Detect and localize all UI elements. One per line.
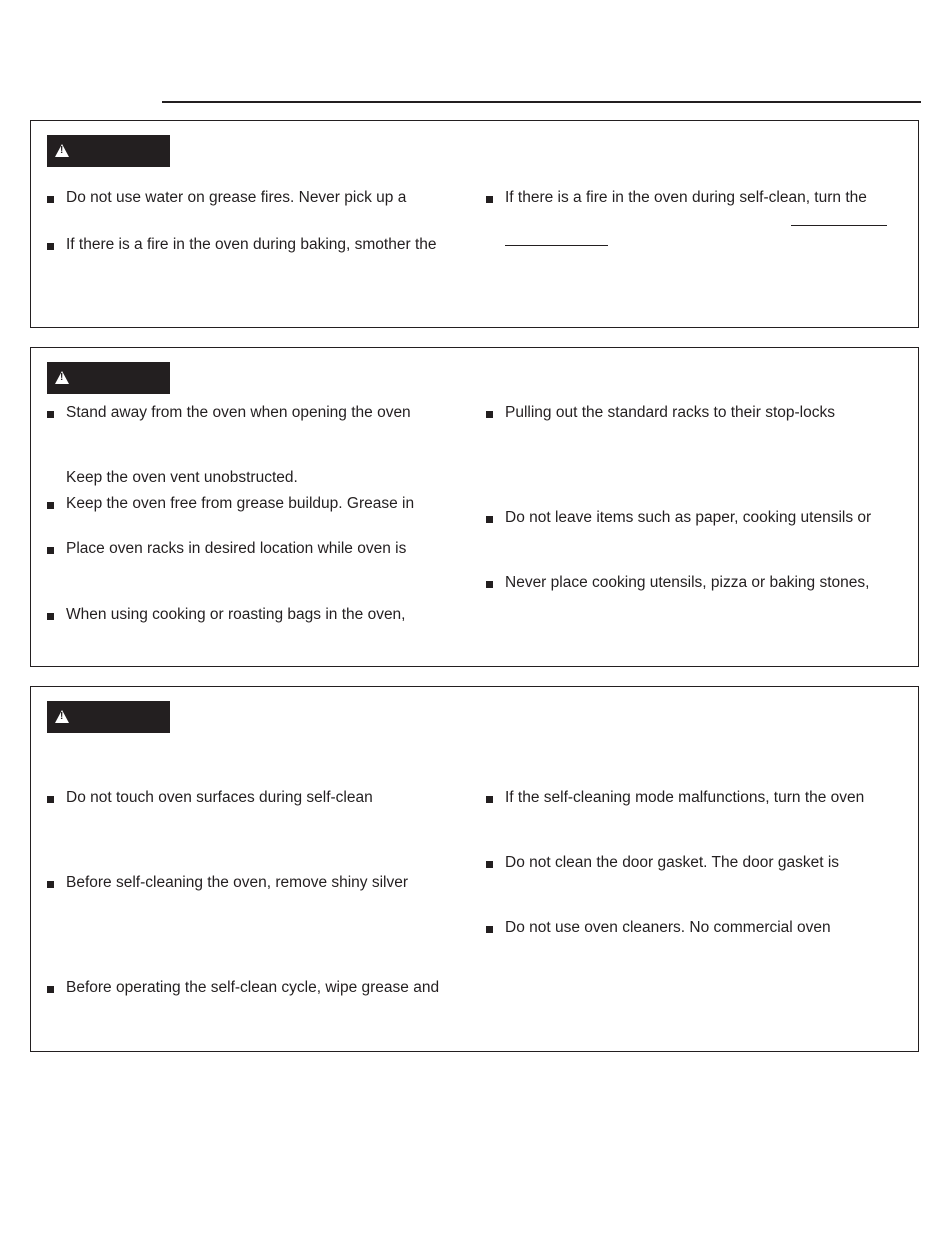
header-rule: [162, 101, 921, 103]
warning-item: Before operating the self-clean cycle, wipe grease and: [66, 979, 440, 996]
warning-item: Never place cooking utensils, pizza or baking stones,: [505, 574, 870, 591]
bullet-icon: [47, 796, 54, 803]
bullet-icon: [486, 196, 493, 203]
warning-triangle-icon: [55, 710, 69, 723]
bullet-icon: [47, 613, 54, 620]
warning-item: Do not use oven cleaners. No commercial oven: [505, 919, 831, 936]
warning-triangle-icon: [55, 371, 69, 384]
bullet-icon: [47, 502, 54, 509]
warning-item: If the self-cleaning mode malfunctions, turn the oven: [505, 789, 865, 806]
bullet-icon: [47, 243, 54, 250]
warning-triangle-icon: [55, 144, 69, 157]
warning-item: Pulling out the standard racks to their stop-locks: [505, 404, 835, 421]
bullet-icon: [47, 881, 54, 888]
bullet-icon: [47, 986, 54, 993]
warning-item: Do not clean the door gasket. The door gasket is: [505, 854, 840, 871]
warning-item: When using cooking or roasting bags in the oven,: [66, 606, 406, 623]
bullet-icon: [486, 861, 493, 868]
bullet-icon: [486, 581, 493, 588]
warning-item: Keep the oven vent unobstructed.: [66, 469, 298, 486]
warning-item: Do not leave items such as paper, cooking utensils or: [505, 509, 872, 526]
bullet-icon: [47, 411, 54, 418]
bullet-icon: [486, 796, 493, 803]
warning-item: If there is a fire in the oven during baking, smother the: [66, 236, 437, 253]
bullet-icon: [47, 547, 54, 554]
underline-rule: [791, 225, 887, 226]
warning-item: Do not touch oven surfaces during self-clean: [66, 789, 373, 806]
bullet-icon: [486, 516, 493, 523]
warning-item: Do not use water on grease fires. Never pick up a: [66, 189, 407, 206]
bullet-icon: [47, 196, 54, 203]
warning-badge: [47, 701, 170, 733]
warning-item: Stand away from the oven when opening the oven: [66, 404, 411, 421]
underline-rule: [505, 245, 608, 246]
warning-item: If there is a fire in the oven during self-clean, turn the: [505, 189, 867, 206]
bullet-icon: [486, 411, 493, 418]
warning-item: Keep the oven free from grease buildup. Grease in: [66, 495, 415, 512]
warning-badge: [47, 362, 170, 394]
bullet-icon: [486, 926, 493, 933]
warning-item: Place oven racks in desired location while oven is: [66, 540, 407, 557]
warning-badge: [47, 135, 170, 167]
warning-item: Before self-cleaning the oven, remove shiny silver: [66, 874, 409, 891]
warning-box-fire: [30, 120, 919, 328]
